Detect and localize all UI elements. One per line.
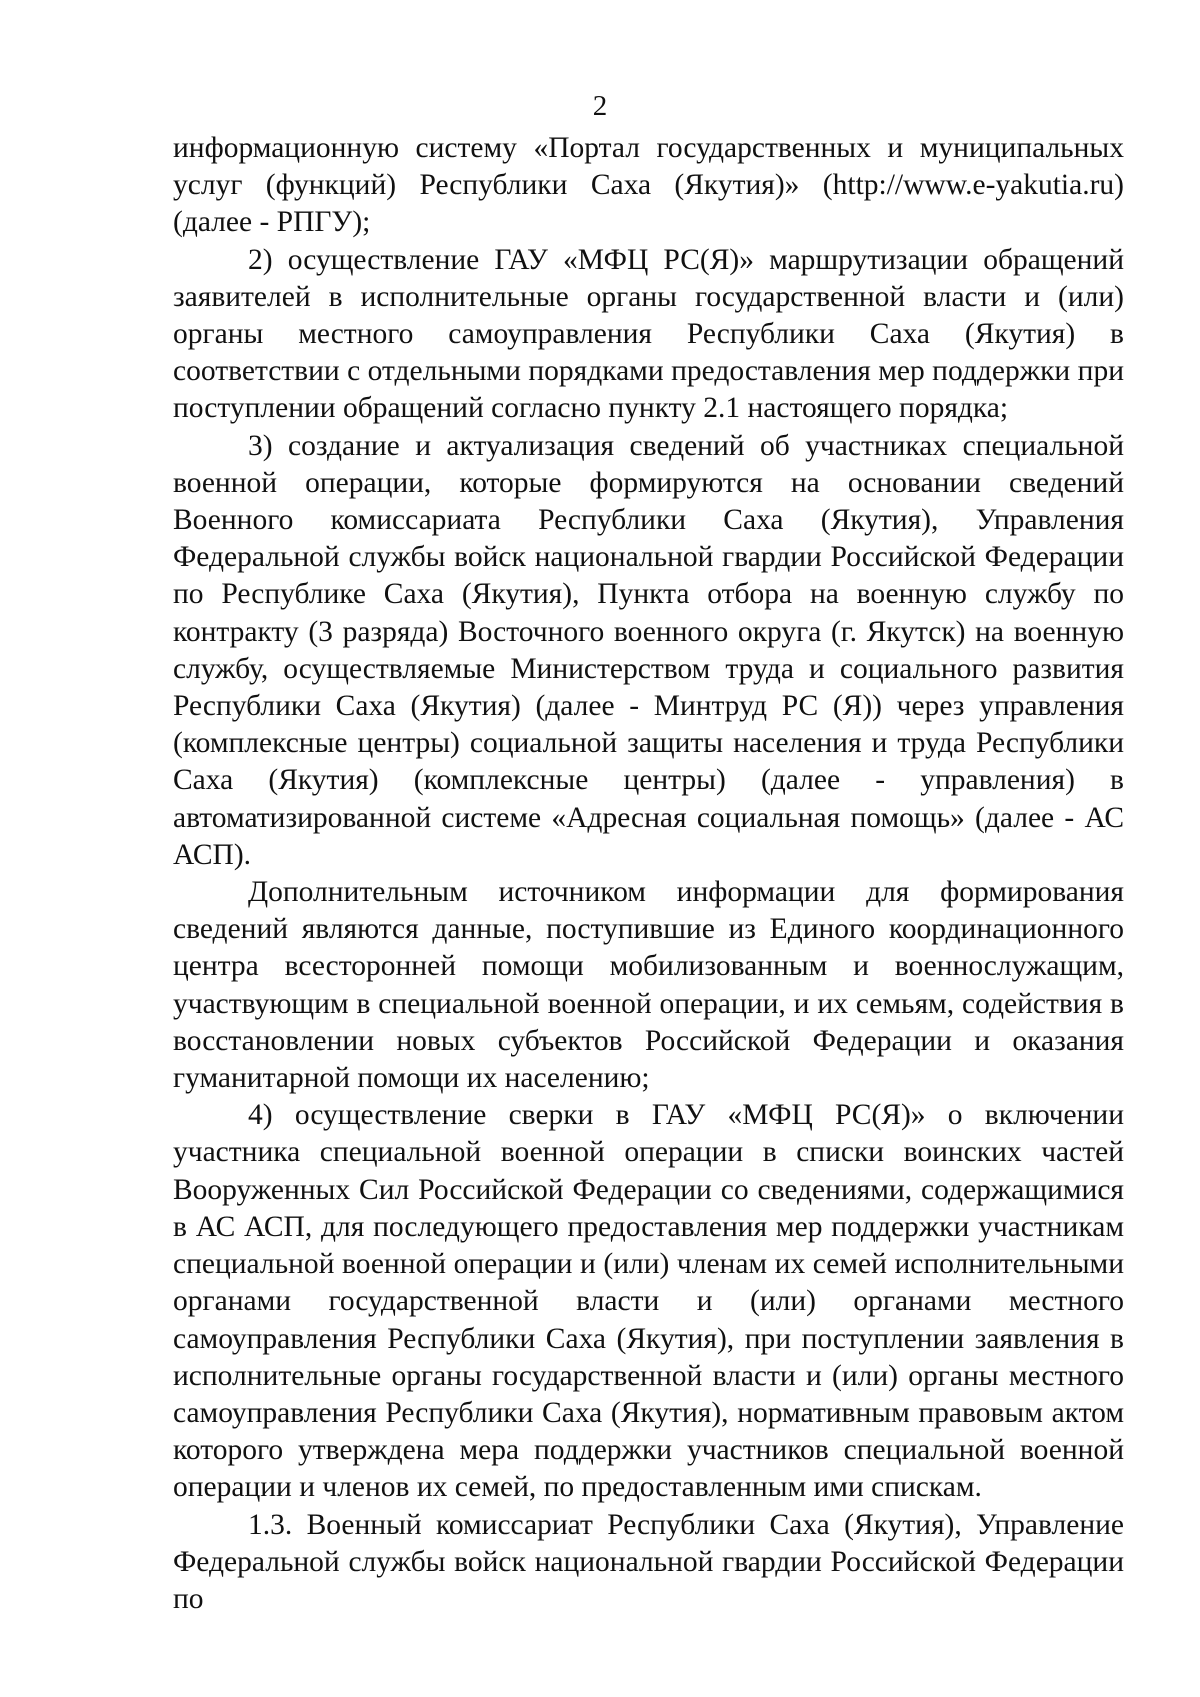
document-body [173, 130, 1124, 1618]
paragraph-rpgu-continuation: информационную систему «Портал государственных и муниципальных услуг (функций) Республики Саха (Якутия)» (http://www.e-yakutia.ru) (далее - РПГУ); [173, 132, 1124, 239]
paragraph-item-2-routing: 2) осуществление ГАУ «МФЦ РС(Я)» маршрутизации обращений заявителей в исполнительные органы государственной власти и (или) органы местного самоуправления Республики Саха (Якутия) в соответствии с отдельными порядками предоставления мер поддержки при поступлении обращений согласно пункту 2.1 настоящего порядка; [173, 243, 1124, 425]
paragraph-item-4-verification: 4) осуществление сверки в ГАУ «МФЦ РС(Я)» о включении участника специальной военной операции в списки воинских частей Вооруженных Сил Российской Федерации со сведениями, содержащимися в АС АСП, для последующего предоставления мер поддержки участникам специальной военной операции и (или) членам их семей исполнительными органами государственной власти и (или) органами местного самоуправления Республики Саха (Якутия), при поступлении заявления в исполнительные органы государственной власти и (или) органы местного самоуправления Республики Саха (Якутия), нормативным правовым актом которого утверждена мера поддержки участников специальной военной операции и членов их семей, по предоставленным ими спискам. [173, 1099, 1124, 1504]
paragraph-item-3-records: 3) создание и актуализация сведений об участниках специальной военной операции, которые формируются на основании сведений Военного комиссариата Республики Саха (Якутия), Управления Федеральной службы войск национальной гвардии Российской Федерации по Республике Саха (Якутия), Пункта отбора на военную службу по контракту (3 разряда) Восточного военного округа (г. Якутск) на военную службу, осуществляемые Министерством труда и социального развития Республики Саха (Якутия) (далее - Минтруд РС (Я)) через управления (комплексные центры) социальной защиты населения и труда Республики Саха (Якутия) (комплексные центры) (далее - управления) в автоматизированной системе «Адресная социальная помощь» (далее - АС АСП). [173, 429, 1124, 871]
paragraph-additional-source: Дополнительным источником информации для формирования сведений являются данные, поступившие из Единого координационного центра всесторонней помощи мобилизованным и военнослужащим, участвующим в специальной военной операции, и их семьям, содействия в восстановлении новых субъектов Российской Федерации и оказания гуманитарной помощи их населению; [173, 876, 1124, 1095]
paragraph-section-1-3: 1.3. Военный комиссариат Республики Саха (Якутия), Управление Федеральной службы войск национальной гвардии Российской Федерации по [173, 1508, 1124, 1615]
page-number: 2 [592, 90, 608, 122]
